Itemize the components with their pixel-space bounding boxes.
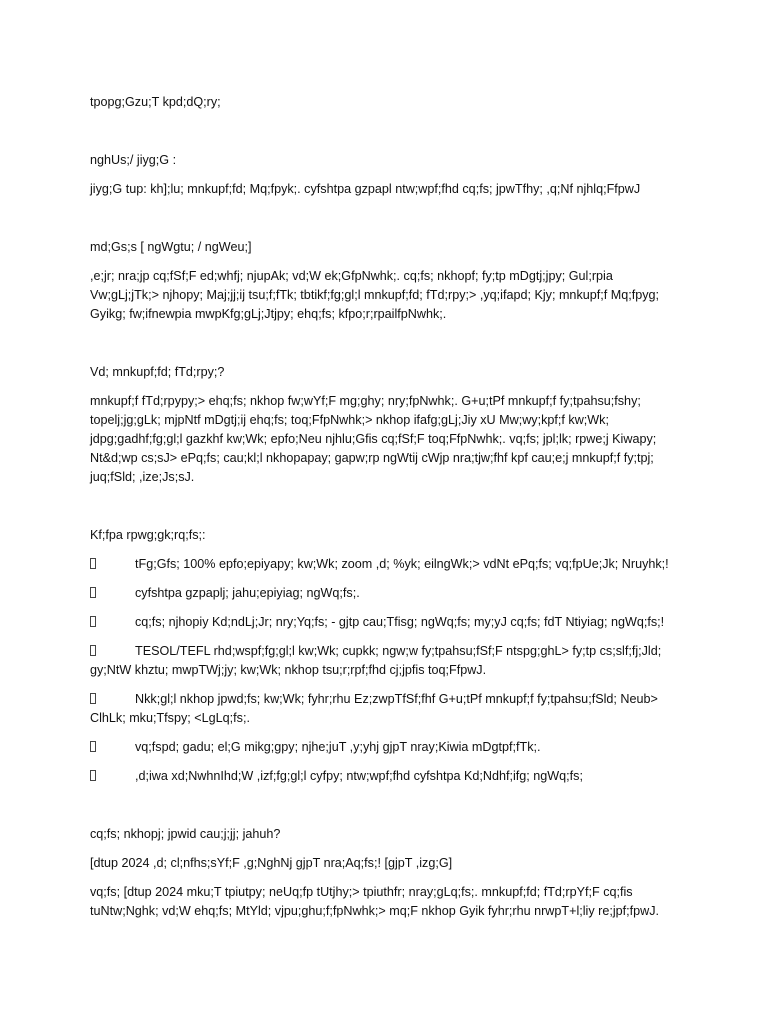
bullet-icon: [90, 645, 96, 656]
subject-heading: nghUs;/ jiyg;G :: [90, 153, 177, 167]
feature-bullet-text: vq;fspd; gadu; el;G mikg;gpy; njhe;juT ,y;yhj gjpT nray;Kiwia mDgtpf;fTk;.: [135, 740, 541, 754]
bullet-icon: [90, 693, 96, 704]
why-paragraph: mnkupf;f fTd;rpypy;> ehq;fs; nkhop fw;wYf;F mg;ghy; nry;fpNwhk;. G+u;tPf mnkupf;f fy;tpahsu;fshy; topelj;jg;gLk; mjpNtf mDgtj;ij ehq;fs; toq;FfpNwhk;> nkhop ifafg;gLj;Jiy xU Mw;wy;kpf;f kw;Wk; jdpg;gadhf;fg;gl;l gazkhf kw;Wk; epfo;Neu njhlu;Gfis cq;fSf;F toq;FfpNwhk;. vq;fs; jpl;lk; rpwe;j Kiwapy; Nt&d;wp cs;sJ> ePq;fs; cau;kl;l nkhopapay; gapw;rp ngWtij cWjp nra;tjw;fhf kpf cau;e;j mnkupf;f fy;tpj; juq;fSld; ,ize;Js;sJ.: [90, 394, 657, 484]
feature-bullet-text: tFg;Gfs; 100% epfo;epiyapy; kw;Wk; zoom ,d; %yk; eilngWk;> vdNt ePq;fs; vq;fpUe;Jk; Nruyhk;!: [135, 557, 669, 571]
greeting-line: tpopg;Gzu;T kpd;dQ;ry;: [90, 95, 221, 109]
feature-bullet: [90, 767, 680, 786]
bullet-icon: [90, 770, 96, 781]
feature-bullet-text: cyfshtpa gzpaplj; jahu;epiyiag; ngWq;fs;.: [135, 586, 360, 600]
feature-bullet-text: cq;fs; njhopiy Kd;ndLj;Jr; nry;Yq;fs; - gjtp cau;Tfisg; ngWq;fs; my;yJ cq;fs; fdT Ntiyiag; ngWq;fs;!: [135, 615, 665, 629]
bullet-icon: [90, 587, 96, 598]
feature-bullet-text: TESOL/TEFL rhd;wspf;fg;gl;l kw;Wk; cupkk; ngw;w fy;tpahsu;fSf;F ntspg;ghL> fy;tp cs;slf;fj;Jld; gy;NtW khztu; mwpTWj;jy; kw;Wk; nkhop tsu;r;rpf;fhd cj;jpfis toq;FfpwJ.: [90, 644, 662, 677]
feature-bullet: [90, 738, 680, 757]
why-heading: Vd; mnkupf;fd; fTd;rpy;?: [90, 365, 225, 379]
bullet-icon: [90, 741, 96, 752]
closing-paragraph: vq;fs; [dtup 2024 mku;T tpiutpy; neUq;fp tUtjhy;> tpiuthfr; nray;gLq;fs;. mnkupf;fd; fTd;rpYf;F cq;fis tuNtw;Nghk; vd;W ehq;fs; MtYld; vjpu;ghu;f;fpNwhk;> mq;F nkhop Gyik fyhr;rhu nrwpT+l;liy re;jpf;fpwJ.: [90, 885, 660, 918]
feature-bullet: [90, 690, 680, 728]
bullet-icon: [90, 616, 96, 627]
subject-line: jiyg;G tup: kh];lu; mnkupf;fd; Mq;fpyk;. cyfshtpa gzpapl ntw;wpf;fhd cq;fs; jpwTfhy; ,q;Nf njhlq;FfpwJ: [90, 182, 641, 196]
feature-bullet: [90, 584, 680, 603]
feature-bullet-text: ,d;iwa xd;NwhnIhd;W ,izf;fg;gl;l cyfpy; ntw;wpf;fhd cyfshtpa Kd;Ndhf;ifg; ngWq;fs;: [135, 769, 583, 783]
feature-bullet: [90, 613, 680, 632]
features-heading: Kf;fpa rpwg;gk;rq;fs;:: [90, 528, 206, 542]
feature-bullet: [90, 555, 680, 574]
register-line: [dtup 2024 ,d; cl;nfhs;sYf;F ,g;NghNj gjpT nra;Aq;fs;! [gjpT ,izg;G]: [90, 856, 453, 870]
salutation: md;Gs;s [ ngWgtu; / ngWeu;]: [90, 240, 252, 254]
feature-bullet-text: Nkk;gl;l nkhop jpwd;fs; kw;Wk; fyhr;rhu Ez;zwpTfSf;fhf G+u;tPf mnkupf;f fy;tpahsu;fSld; Neub> ClhLk; mku;Tfspy; <LgLq;fs;.: [90, 692, 658, 725]
ready-question: cq;fs; nkhopj; jpwid cau;j;jj; jahuh?: [90, 827, 281, 841]
intro-paragraph: ,e;jr; nra;jp cq;fSf;F ed;whfj; njupAk; vd;W ek;GfpNwhk;. cq;fs; nkhopf; fy;tp mDgtj;jpy; Gul;rpia Vw;gLj;jTk;> njhopy; Maj;jj;ij tsu;f;fTk; tbtikf;fg;gl;l mnkupf;fd; fTd;rpy;> ,yq;ifapd; Kjy; mnkupf;f Mq;fpyg; Gyikg; fw;ifnewpia mwpKfg;gLj;Jtjpy; ehq;fs; kfpo;r;rpailfpNwhk;.: [90, 269, 660, 321]
feature-bullet: [90, 642, 680, 680]
bullet-icon: [90, 558, 96, 569]
